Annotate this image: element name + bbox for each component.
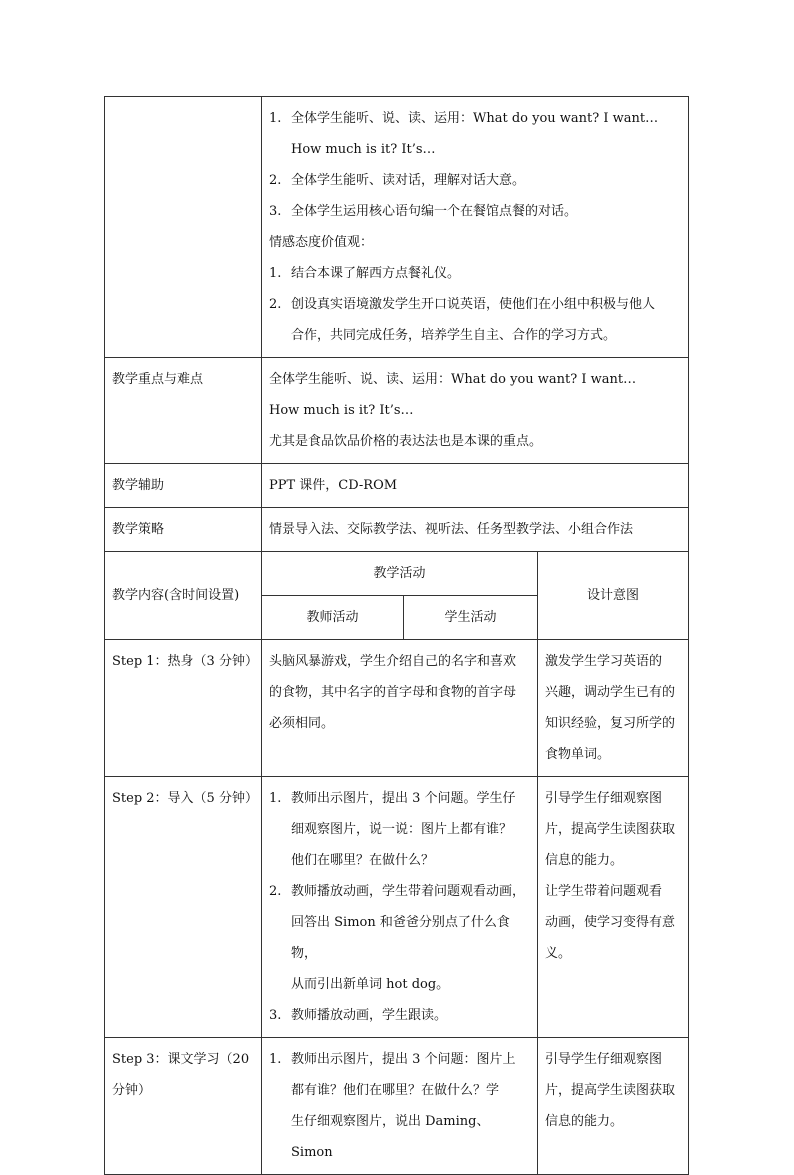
step3-activity: 1. 教师出示图片，提出 3 个问题：图片上 都有谁？他们在哪里？在做什么？学 生仔细观察图片，说出 Daming、Simon [262,1038,538,1175]
emotion-heading: 情感态度价值观： [269,235,374,250]
objective-item: 2. 全体学生能听、读对话，理解对话大意。 [269,173,526,188]
step1-row [105,640,689,777]
emotion-item: 2. 创设真实语境激发学生开口说英语，使他们在小组中积极与他人 [269,297,656,312]
step3-row [105,1038,689,1175]
lesson-plan-table [104,96,689,1175]
objective-item: 3. 全体学生运用核心语句编一个在餐馆点餐的对话。 [269,204,578,219]
step1-activity: 头脑风暴游戏，学生介绍自己的名字和喜欢 的食物，其中名字的首字母和食物的首字母 必须相同。 [262,640,538,777]
objective-item: 1. 全体学生能听、说、读、运用：What do you want? I want… [269,111,659,126]
step2-row [105,777,689,1038]
intent-header: 设计意图 [538,552,689,640]
teacher-header: 教师活动 [262,596,404,640]
emotion-item: 1. 结合本课了解西方点餐礼仪。 [269,266,461,281]
focus-row [105,358,689,464]
aids-label: 教学辅助 [105,464,262,508]
aids-value: PPT 课件，CD-ROM [262,464,689,508]
objectives-cell: 1. 全体学生能听、说、读、运用：What do you want? I want… How much is it? It’s… 2. 全体学生能听、读对话，理解对话大意。 3. 全体学生运用核心语句编一个在餐馆点餐的对话。 情感态度价值观： 1. 结合本课了解西方点餐礼仪。 2. 创设真实语境激发学生开口说英语，使他们在小组中积极与他人 合作，共同完成任务，培养学生自主、合作的学习方式。 [262,97,689,358]
step3-intent: 引导学生仔细观察图 片，提高学生读图获取 信息的能力。 [538,1038,689,1175]
student-header: 学生活动 [404,596,538,640]
aids-row [105,464,689,508]
activities-header: 教学活动 [262,552,538,596]
step3-label: Step 3：课文学习（20 分钟） [105,1038,262,1175]
strategy-row [105,508,689,552]
header-row [105,552,689,596]
step2-intent: 引导学生仔细观察图 片，提高学生读图获取 信息的能力。 让学生带着问题观看 动画，使学习变得有意 义。 [538,777,689,1038]
objectives-label-cell [105,97,262,358]
step1-intent: 激发学生学习英语的 兴趣，调动学生已有的 知识经验，复习所学的 食物单词。 [538,640,689,777]
step2-activity: 1. 教师出示图片，提出 3 个问题。学生仔 细观察图片，说一说：图片上都有谁？ 他们在哪里？在做什么？ 2. 教师播放动画，学生带着问题观看动画， 回答出 Simon 和爸爸分别点了什么食物， 从而引出新单词 hot dog。 3. 教师播放动画，学生跟读。 [262,777,538,1038]
step2-label: Step 2：导入（5 分钟） [105,777,262,1038]
objectives-row [105,97,689,358]
step1-label: Step 1：热身（3 分钟） [105,640,262,777]
focus-cell: 全体学生能听、说、读、运用：What do you want? I want… How much is it? It’s… 尤其是食品饮品价格的表达法也是本课的重点。 [262,358,689,464]
strategy-value: 情景导入法、交际教学法、视听法、任务型教学法、小组合作法 [262,508,689,552]
content-header: 教学内容(含时间设置) [105,552,262,640]
strategy-label: 教学策略 [105,508,262,552]
focus-label: 教学重点与难点 [105,358,262,464]
